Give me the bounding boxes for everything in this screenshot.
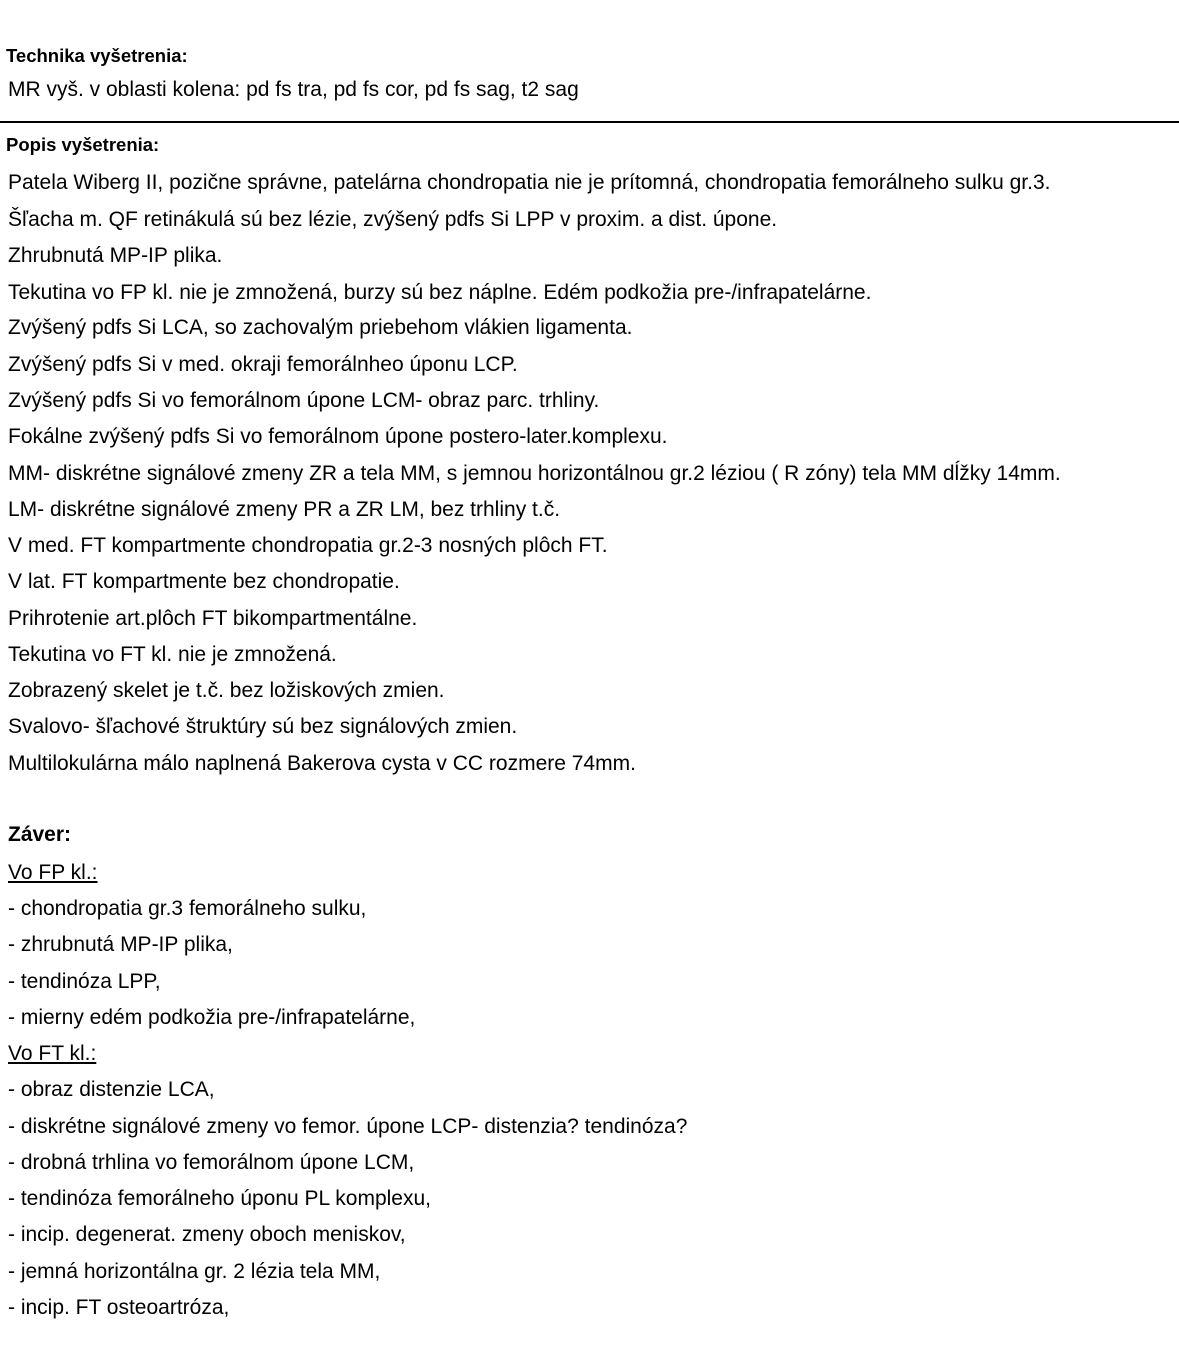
popis-line: Zhrubnutá MP-IP plika. (8, 244, 223, 267)
popis-line: MM- diskrétne signálové zmeny ZR a tela MM, s jemnou horizontálnou gr.2 léziou ( R zóny) tela MM dĺžky 14mm. (8, 462, 1061, 485)
popis-line: Fokálne zvýšený pdfs Si vo femorálnom úpone postero-later.komplexu. (8, 425, 668, 448)
popis-line: Tekutina vo FP kl. nie je zmnožená, burzy sú bez náplne. Edém podkožia pre-/infrapatelárne. (8, 281, 872, 304)
popis-line: Zvýšený pdfs Si LCA, so zachovalým priebehom vlákien ligamenta. (8, 316, 633, 339)
popis-line: Multilokulárna málo naplnená Bakerova cysta v CC rozmere 74mm. (8, 752, 636, 775)
ft-item: - obraz distenzie LCA, (8, 1078, 215, 1101)
ft-item: - jemná horizontálna gr. 2 lézia tela MM, (8, 1260, 381, 1283)
ft-item: - diskrétne signálové zmeny vo femor. úpone LCP- distenzia? tendinóza? (8, 1115, 688, 1138)
ft-item: - incip. degenerat. zmeny oboch meniskov, (8, 1223, 406, 1246)
popis-line: Zobrazený skelet je t.č. bez ložiskových zmien. (8, 679, 445, 702)
ft-heading: Vo FT kl.: (8, 1042, 97, 1065)
popis-line: Svalovo- šľachové štruktúry sú bez signálových zmien. (8, 715, 518, 738)
ft-item: - drobná trhlina vo femorálnom úpone LCM, (8, 1151, 415, 1174)
technika-text: MR vyš. v oblasti kolena: pd fs tra, pd fs cor, pd fs sag, t2 sag (8, 78, 579, 101)
popis-line: LM- diskrétne signálové zmeny PR a ZR LM, bez trhliny t.č. (8, 498, 561, 521)
technika-label: Technika vyšetrenia: (6, 45, 188, 66)
popis-line: Zvýšený pdfs Si v med. okraji femorálnheo úponu LCP. (8, 353, 518, 376)
fp-item: - zhrubnutá MP-IP plika, (8, 933, 233, 956)
popis-line: Patela Wiberg II, pozične správne, patelárna chondropatia nie je prítomná, chondropatia femorálneho sulku gr.3. (8, 171, 1051, 194)
ft-item: - incip. FT osteoartróza, (8, 1296, 230, 1319)
popis-line: V med. FT kompartmente chondropatia gr.2-3 nosných plôch FT. (8, 534, 608, 557)
popis-line: Zvýšený pdfs Si vo femorálnom úpone LCM- obraz parc. trhliny. (8, 389, 600, 412)
popis-line: Tekutina vo FT kl. nie je zmnožená. (8, 643, 337, 666)
popis-label: Popis vyšetrenia: (6, 134, 160, 155)
zaver-title: Záver: (8, 823, 72, 846)
popis-line: Šľacha m. QF retinákulá sú bez lézie, zvýšený pdfs Si LPP v proxim. a dist. úpone. (8, 208, 778, 231)
fp-item: - chondropatia gr.3 femorálneho sulku, (8, 897, 367, 920)
fp-item: - tendinóza LPP, (8, 970, 161, 993)
fp-heading: Vo FP kl.: (8, 861, 98, 884)
popis-line: Prihrotenie art.plôch FT bikompartmentálne. (8, 607, 418, 630)
fp-item: - mierny edém podkožia pre-/infrapatelárne, (8, 1006, 416, 1029)
ft-item: - tendinóza femorálneho úponu PL komplexu, (8, 1187, 431, 1210)
section-divider (0, 121, 1179, 123)
popis-line: V lat. FT kompartmente bez chondropatie. (8, 570, 400, 593)
